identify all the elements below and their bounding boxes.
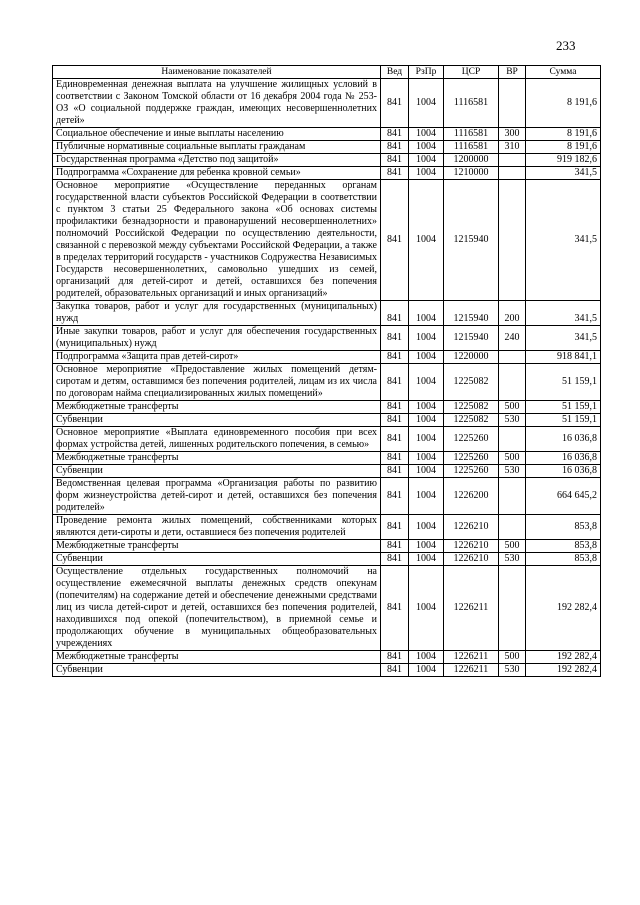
row-vr-cell (499, 167, 526, 180)
column-header-name: Наименование показателей (53, 66, 381, 79)
row-ved-cell: 841 (381, 141, 409, 154)
row-rzpr-cell: 1004 (409, 452, 444, 465)
row-sum-cell: 341,5 (526, 167, 601, 180)
row-vr-cell: 530 (499, 465, 526, 478)
row-rzpr-cell: 1004 (409, 79, 444, 128)
row-ved-cell: 841 (381, 540, 409, 553)
table-row (53, 540, 601, 553)
row-ved-cell: 841 (381, 180, 409, 301)
row-rzpr-cell: 1004 (409, 326, 444, 351)
table-row (53, 553, 601, 566)
row-sum-cell: 192 282,4 (526, 664, 601, 677)
row-ved-cell: 841 (381, 465, 409, 478)
row-vr-cell: 310 (499, 141, 526, 154)
row-name-cell: Иные закупки товаров, работ и услуг для обеспечения государственных (муниципальных) нужд (53, 326, 381, 351)
row-csr-cell: 1225260 (444, 427, 499, 452)
row-vr-cell: 530 (499, 664, 526, 677)
row-vr-cell: 530 (499, 553, 526, 566)
row-ved-cell: 841 (381, 651, 409, 664)
row-ved-cell: 841 (381, 478, 409, 515)
table-row (53, 301, 601, 326)
row-rzpr-cell: 1004 (409, 664, 444, 677)
row-csr-cell: 1215940 (444, 180, 499, 301)
row-name-cell: Субвенции (53, 465, 381, 478)
table-row (53, 401, 601, 414)
row-name-cell: Субвенции (53, 664, 381, 677)
row-csr-cell: 1225260 (444, 465, 499, 478)
row-ved-cell: 841 (381, 414, 409, 427)
table-header-row (53, 66, 601, 79)
column-header-vr: ВР (499, 66, 526, 79)
row-vr-cell: 500 (499, 651, 526, 664)
row-csr-cell: 1210000 (444, 167, 499, 180)
row-vr-cell (499, 427, 526, 452)
row-sum-cell: 192 282,4 (526, 566, 601, 651)
row-rzpr-cell: 1004 (409, 540, 444, 553)
row-ved-cell: 841 (381, 364, 409, 401)
row-name-cell: Единовременная денежная выплата на улучшение жилищных условий в соответствии с Законом Томской области от 16 декабря 2004 года № 253-ОЗ «О социальной поддержке граждан, имеющих несовершеннолетних детей» (53, 79, 381, 128)
row-name-cell: Межбюджетные трансферты (53, 452, 381, 465)
row-name-cell: Осуществление отдельных государственных полномочий на осуществление ежемесячной выплаты денежных средств опекунам (попечителям) на содержание детей и обеспечение денежными средствами лиц из числа детей-сирот и детей, оставшихся без попечения родителей, находившихся под опекой (попечительством), в приемной семье и продолжающих обучение в муниципальных общеобразовательных учреждениях (53, 566, 381, 651)
row-ved-cell: 841 (381, 515, 409, 540)
row-sum-cell: 16 036,8 (526, 427, 601, 452)
table-row (53, 465, 601, 478)
row-rzpr-cell: 1004 (409, 364, 444, 401)
row-ved-cell: 841 (381, 401, 409, 414)
table-row (53, 154, 601, 167)
row-csr-cell: 1226210 (444, 515, 499, 540)
row-rzpr-cell: 1004 (409, 414, 444, 427)
row-sum-cell: 16 036,8 (526, 452, 601, 465)
row-name-cell: Проведение ремонта жилых помещений, собственниками которых являются дети-сироты и дети, оставшиеся без попечения родителей (53, 515, 381, 540)
row-sum-cell: 341,5 (526, 301, 601, 326)
row-rzpr-cell: 1004 (409, 180, 444, 301)
row-rzpr-cell: 1004 (409, 167, 444, 180)
table-row (53, 566, 601, 651)
row-rzpr-cell: 1004 (409, 478, 444, 515)
row-sum-cell: 8 191,6 (526, 79, 601, 128)
row-name-cell: Межбюджетные трансферты (53, 540, 381, 553)
table-row (53, 326, 601, 351)
row-name-cell: Основное мероприятие «Осуществление переданных органам государственной власти субъектов Российской Федерации в соответствии с пунктом 3 статьи 25 Федерального закона «Об основах системы профилактики безнадзорности и правонарушений несовершеннолетних» полномочий Российской Федерации по осуществлению деятельности, связанной с перевозкой между субъектами Российской Федерации, а также в пределах территорий государств - участников Содружества Независимых Государств несовершеннолетних, самовольно ушедших из семей, организаций для детей-сирот и детей, оставшихся без попечения родителей, образовательных организаций и иных организаций» (53, 180, 381, 301)
row-vr-cell (499, 154, 526, 167)
row-sum-cell: 664 645,2 (526, 478, 601, 515)
row-vr-cell: 300 (499, 128, 526, 141)
row-csr-cell: 1225082 (444, 364, 499, 401)
row-vr-cell (499, 180, 526, 301)
row-name-cell: Закупка товаров, работ и услуг для государственных (муниципальных) нужд (53, 301, 381, 326)
table-row (53, 664, 601, 677)
row-csr-cell: 1220000 (444, 351, 499, 364)
table-row (53, 128, 601, 141)
row-sum-cell: 853,8 (526, 540, 601, 553)
row-ved-cell: 841 (381, 566, 409, 651)
row-sum-cell: 8 191,6 (526, 141, 601, 154)
row-name-cell: Подпрограмма «Защита прав детей-сирот» (53, 351, 381, 364)
table-row (53, 478, 601, 515)
row-csr-cell: 1226211 (444, 566, 499, 651)
row-csr-cell: 1116581 (444, 79, 499, 128)
row-csr-cell: 1116581 (444, 141, 499, 154)
row-name-cell: Субвенции (53, 414, 381, 427)
row-vr-cell: 240 (499, 326, 526, 351)
row-ved-cell: 841 (381, 664, 409, 677)
table-row (53, 79, 601, 128)
row-ved-cell: 841 (381, 301, 409, 326)
row-vr-cell (499, 79, 526, 128)
table-row (53, 452, 601, 465)
row-name-cell: Основное мероприятие «Выплата единовременного пособия при всех формах устройства детей, лишенных родительского попечения, в семью» (53, 427, 381, 452)
row-sum-cell: 853,8 (526, 553, 601, 566)
row-csr-cell: 1226210 (444, 553, 499, 566)
row-rzpr-cell: 1004 (409, 128, 444, 141)
table-row (53, 414, 601, 427)
row-ved-cell: 841 (381, 427, 409, 452)
row-csr-cell: 1200000 (444, 154, 499, 167)
row-vr-cell: 500 (499, 452, 526, 465)
row-ved-cell: 841 (381, 167, 409, 180)
table-row (53, 364, 601, 401)
column-header-ved: Вед (381, 66, 409, 79)
row-rzpr-cell: 1004 (409, 154, 444, 167)
column-header-csr: ЦСР (444, 66, 499, 79)
row-rzpr-cell: 1004 (409, 401, 444, 414)
row-vr-cell (499, 364, 526, 401)
row-name-cell: Социальное обеспечение и иные выплаты населению (53, 128, 381, 141)
row-ved-cell: 841 (381, 79, 409, 128)
table-body (53, 79, 601, 677)
row-csr-cell: 1225082 (444, 401, 499, 414)
page-number: 233 (556, 38, 576, 53)
row-csr-cell: 1116581 (444, 128, 499, 141)
table-row (53, 167, 601, 180)
row-rzpr-cell: 1004 (409, 515, 444, 540)
row-vr-cell (499, 515, 526, 540)
row-ved-cell: 841 (381, 351, 409, 364)
row-csr-cell: 1226211 (444, 651, 499, 664)
row-rzpr-cell: 1004 (409, 427, 444, 452)
row-ved-cell: 841 (381, 128, 409, 141)
table-row (53, 180, 601, 301)
row-name-cell: Подпрограмма «Сохранение для ребенка кровной семьи» (53, 167, 381, 180)
row-sum-cell: 918 841,1 (526, 351, 601, 364)
row-sum-cell: 51 159,1 (526, 401, 601, 414)
row-vr-cell (499, 566, 526, 651)
row-csr-cell: 1226210 (444, 540, 499, 553)
row-csr-cell: 1215940 (444, 301, 499, 326)
row-csr-cell: 1215940 (444, 326, 499, 351)
row-sum-cell: 853,8 (526, 515, 601, 540)
row-rzpr-cell: 1004 (409, 651, 444, 664)
row-vr-cell: 530 (499, 414, 526, 427)
row-vr-cell: 500 (499, 401, 526, 414)
row-name-cell: Субвенции (53, 553, 381, 566)
row-ved-cell: 841 (381, 154, 409, 167)
row-sum-cell: 8 191,6 (526, 128, 601, 141)
row-rzpr-cell: 1004 (409, 465, 444, 478)
row-vr-cell: 500 (499, 540, 526, 553)
row-csr-cell: 1226200 (444, 478, 499, 515)
row-vr-cell (499, 478, 526, 515)
table-row (53, 515, 601, 540)
row-rzpr-cell: 1004 (409, 141, 444, 154)
table-row (53, 351, 601, 364)
row-sum-cell: 16 036,8 (526, 465, 601, 478)
row-name-cell: Основное мероприятие «Предоставление жилых помещений детям-сиротам и детям, оставшимся без попечения родителей, лицам из их числа по договорам найма специализированных жилых помещений» (53, 364, 381, 401)
table-row (53, 427, 601, 452)
row-csr-cell: 1225082 (444, 414, 499, 427)
row-rzpr-cell: 1004 (409, 301, 444, 326)
row-vr-cell (499, 351, 526, 364)
row-name-cell: Межбюджетные трансферты (53, 401, 381, 414)
row-name-cell: Межбюджетные трансферты (53, 651, 381, 664)
row-name-cell: Публичные нормативные социальные выплаты гражданам (53, 141, 381, 154)
row-name-cell: Государственная программа «Детство под защитой» (53, 154, 381, 167)
table-row (53, 141, 601, 154)
column-header-sum: Сумма (526, 66, 601, 79)
row-ved-cell: 841 (381, 452, 409, 465)
table-row (53, 651, 601, 664)
row-ved-cell: 841 (381, 553, 409, 566)
row-csr-cell: 1225260 (444, 452, 499, 465)
row-sum-cell: 51 159,1 (526, 414, 601, 427)
row-rzpr-cell: 1004 (409, 351, 444, 364)
row-sum-cell: 919 182,6 (526, 154, 601, 167)
row-sum-cell: 192 282,4 (526, 651, 601, 664)
row-rzpr-cell: 1004 (409, 553, 444, 566)
row-sum-cell: 341,5 (526, 326, 601, 351)
column-header-rzpr: РзПр (409, 66, 444, 79)
row-sum-cell: 341,5 (526, 180, 601, 301)
row-csr-cell: 1226211 (444, 664, 499, 677)
row-sum-cell: 51 159,1 (526, 364, 601, 401)
budget-table (52, 65, 601, 677)
row-rzpr-cell: 1004 (409, 566, 444, 651)
row-vr-cell: 200 (499, 301, 526, 326)
row-name-cell: Ведомственная целевая программа «Организация работы по развитию форм жизнеустройства детей-сирот и детей, оставшихся без попечения родителей» (53, 478, 381, 515)
row-ved-cell: 841 (381, 326, 409, 351)
